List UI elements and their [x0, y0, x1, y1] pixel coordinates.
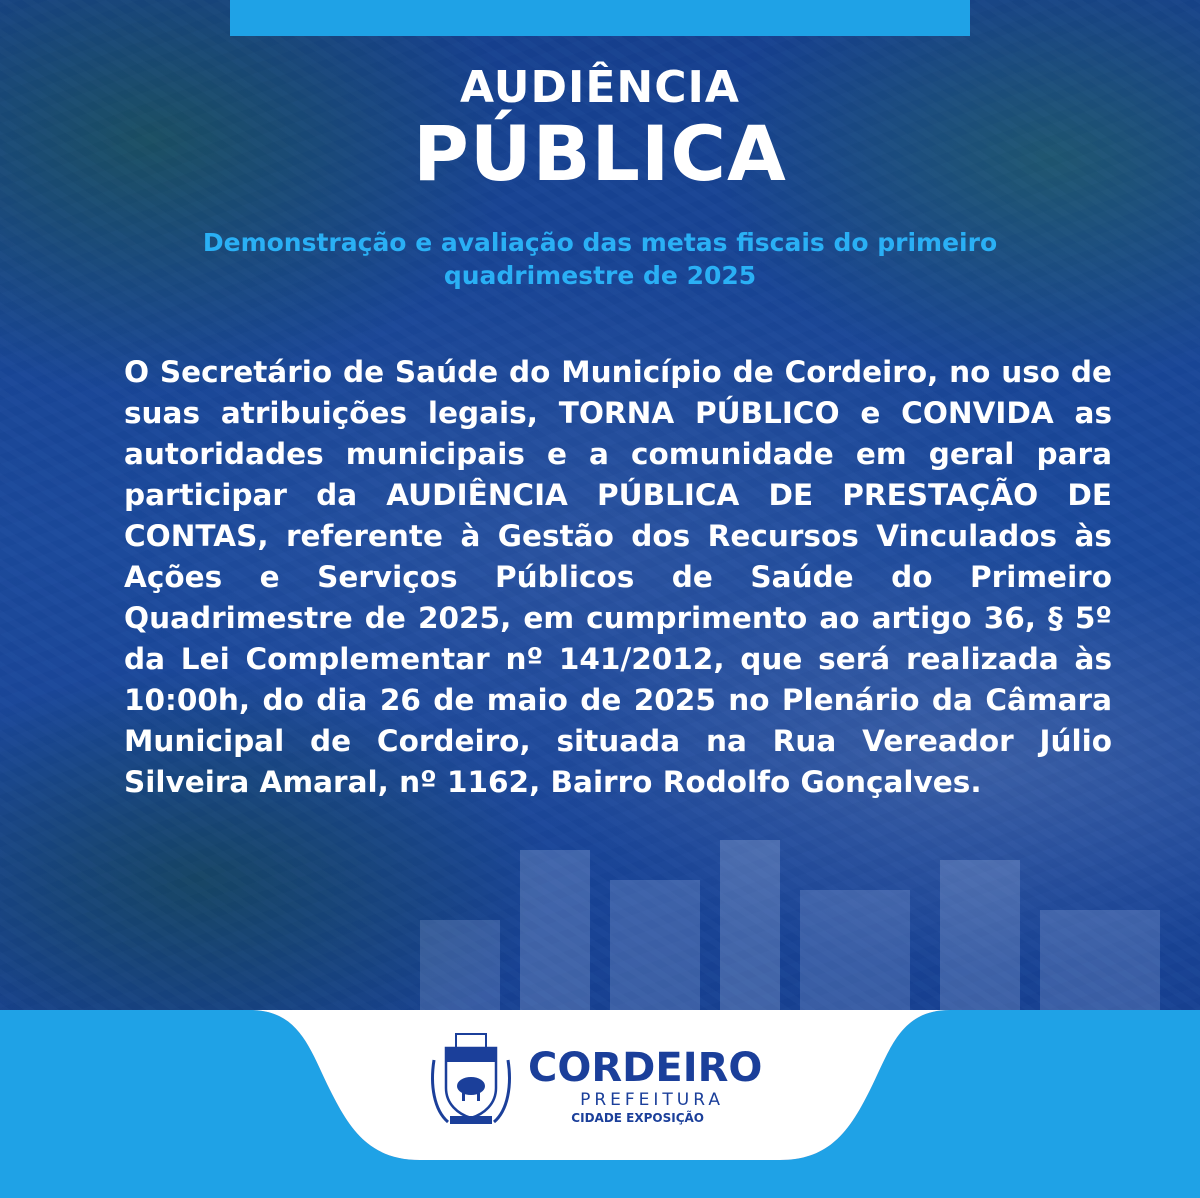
city-background-illustration [380, 820, 1200, 1020]
brand-tagline: CIDADE EXPOSIÇÃO [571, 1111, 704, 1125]
brand-logo [528, 1046, 768, 1126]
top-accent-bar [230, 0, 970, 36]
title-line-2: PÚBLICA [413, 109, 787, 198]
subtitle: Demonstração e avaliação das metas fiscais do primeiro quadrimestre de 2025 [202, 228, 998, 290]
brand-subtitle: PREFEITURA [580, 1090, 724, 1110]
announcement-text: O Secretário de Saúde do Município de Cordeiro, no uso de suas atribuições legais, TORNA PÚBLICO e CONVIDA as autoridades municipais e a comunidade em geral para participar da AUDIÊNCIA PÚBLICA DE PRESTAÇÃO DE CONTAS, referente à Gestão dos Recursos Vinculados às Ações e Serviços Públicos de Saúde do Primeiro Quadrimestre de 2025, em cumprimento ao artigo 36, § 5º da Lei Complementar nº 141/2012, que será realizada às 10:00h, do dia 26 de maio de 2025 no Plenário da Câmara Municipal de Cordeiro, situada na Rua Vereador Júlio Silveira Amaral, nº 1162, Bairro Rodolfo Gonçalves. [124, 355, 1112, 799]
brand-name: CORDEIRO [528, 1045, 763, 1091]
coat-of-arms-icon [428, 1030, 514, 1132]
title-line-1: AUDIÊNCIA [460, 62, 740, 113]
